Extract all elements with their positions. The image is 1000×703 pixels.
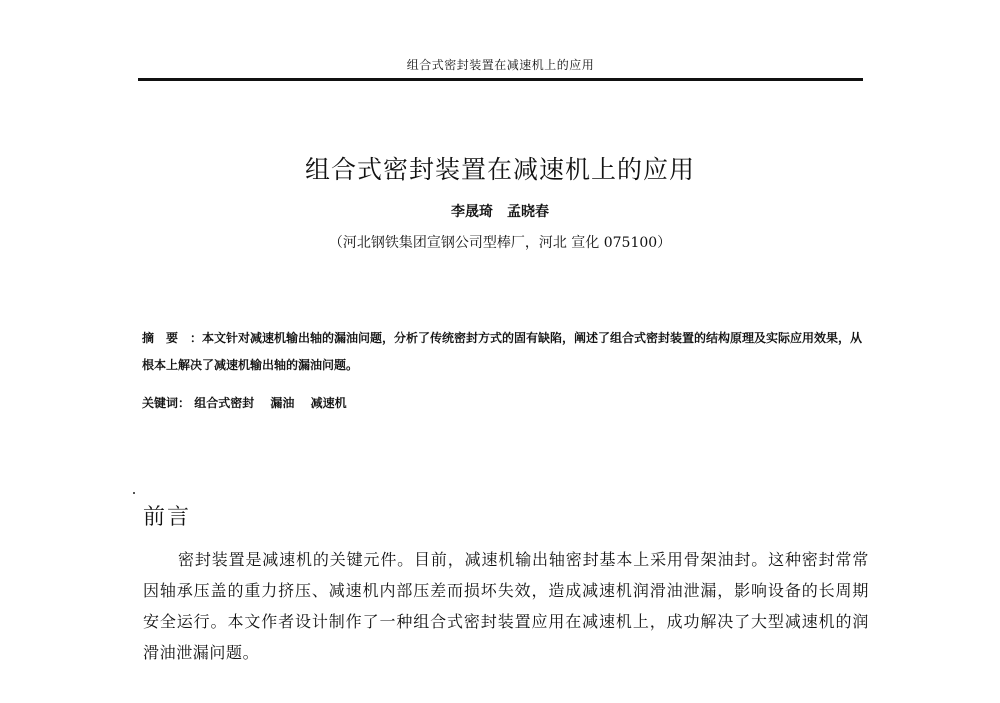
abstract-label-colon: ： bbox=[190, 331, 203, 345]
scan-speck bbox=[133, 492, 135, 494]
paper-title: 组合式密封装置在减速机上的应用 bbox=[304, 155, 695, 184]
section-heading: 前言 bbox=[143, 505, 192, 530]
keywords bbox=[142, 392, 868, 414]
keywords-label: 关键词： bbox=[142, 396, 191, 410]
affiliation: （河北钢铁集团宣钢公司型棒厂，河北 宣化 075100） bbox=[328, 235, 672, 251]
keyword: 减速机 bbox=[310, 396, 347, 410]
running-header: 组合式密封装置在减速机上的应用 bbox=[406, 58, 595, 72]
authors: 李晟琦 孟晓春 bbox=[451, 204, 549, 220]
abstract-label: 摘要 bbox=[142, 331, 191, 345]
keyword: 漏油 bbox=[270, 396, 295, 410]
abstract bbox=[142, 325, 868, 379]
abstract-text: 本文针对减速机输出轴的漏油问题，分析了传统密封方式的固有缺陷，阐述了组合式密封装置的结构原理及实际应用效果，从根本上解决了减速机输出轴的漏油问题。 bbox=[142, 331, 863, 372]
header-rule bbox=[138, 78, 863, 81]
keyword: 组合式密封 bbox=[194, 396, 255, 410]
section-paragraph: 密封装置是减速机的关键元件。目前，减速机输出轴密封基本上采用骨架油封。这种密封常常因轴承压盖的重力挤压、减速机内部压差而损坏失效，造成减速机润滑油泄漏，影响设备的长周期安全运行。本文作者设计制作了一种组合式密封装置应用在减速机上，成功解决了大型减速机的润滑油泄漏问题。 bbox=[143, 550, 869, 662]
